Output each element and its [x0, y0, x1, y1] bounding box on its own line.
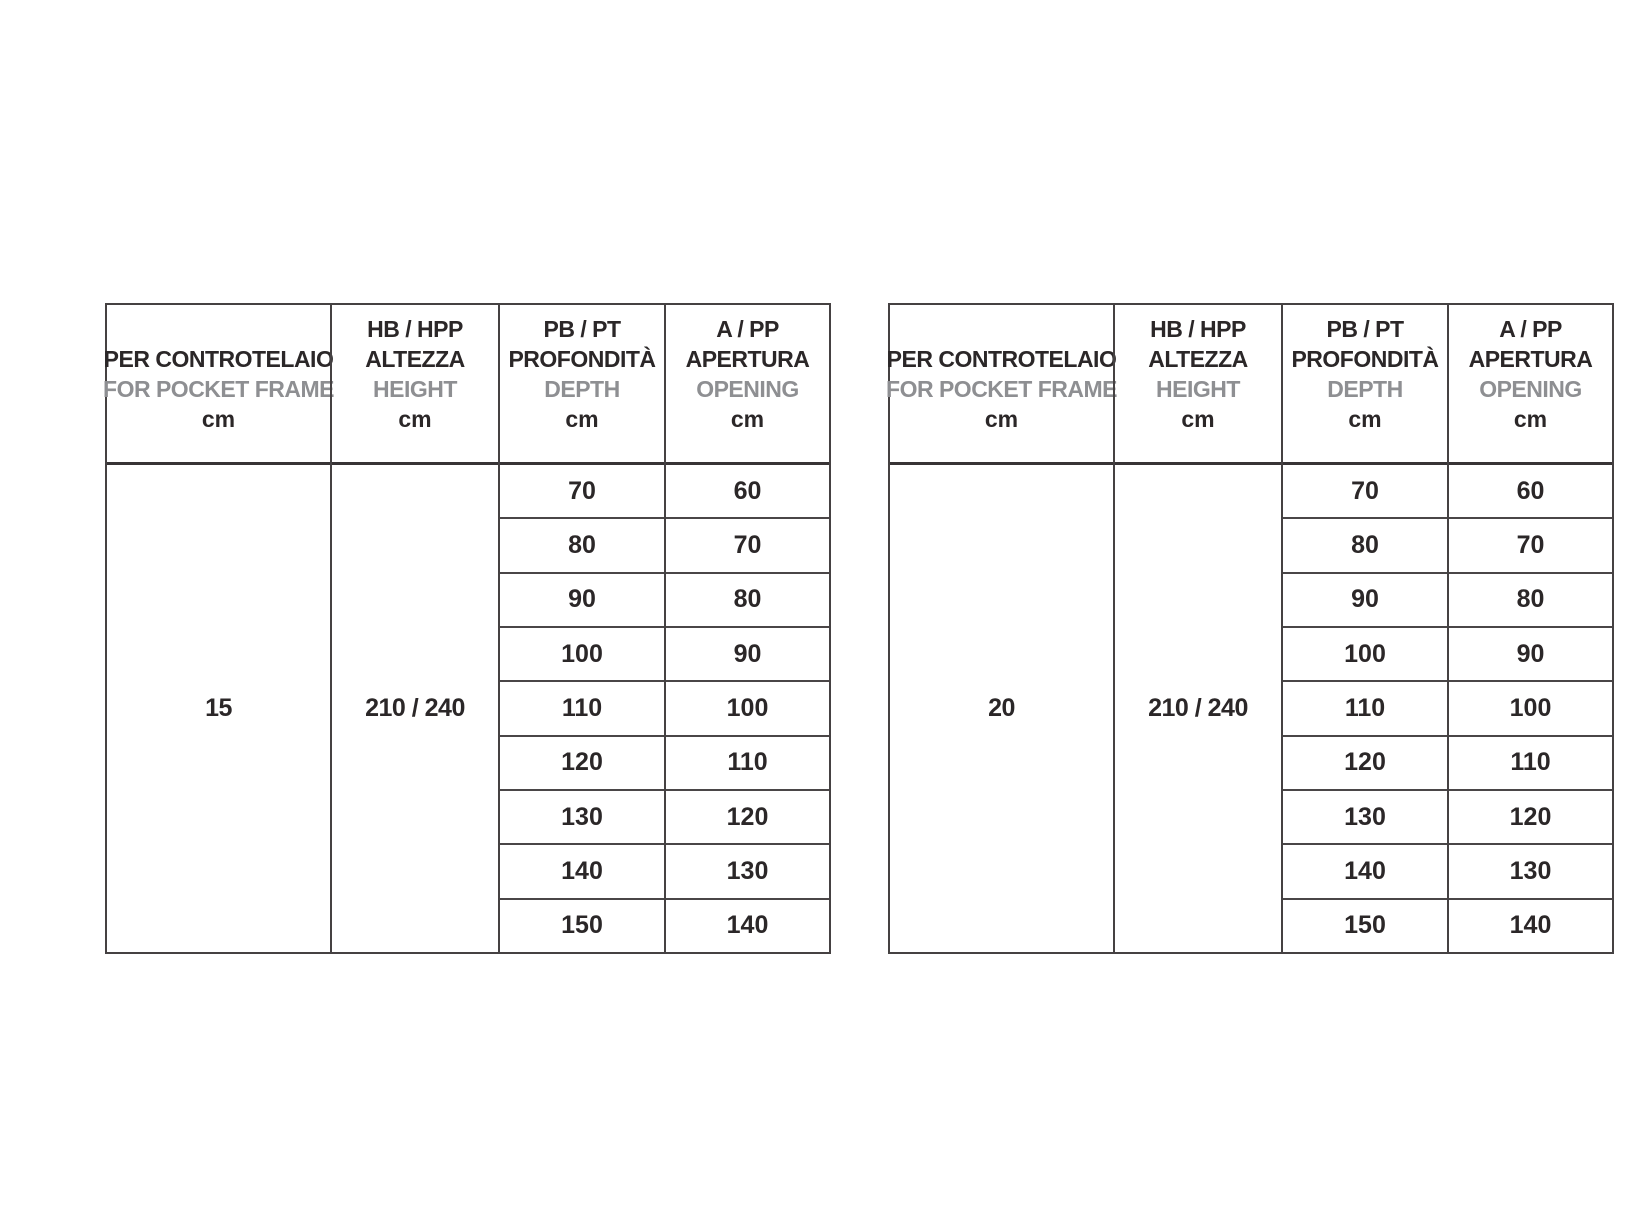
header-code: HB / HPP: [367, 316, 463, 342]
header-unit: cm: [565, 406, 599, 432]
opening-cell: 120: [1449, 789, 1612, 843]
header-unit: cm: [1513, 406, 1548, 432]
depth-cell: 150: [500, 898, 664, 952]
depth-cell: 80: [1283, 517, 1447, 571]
header-unit: cm: [1181, 406, 1215, 432]
opening-cell: 130: [666, 843, 829, 897]
header-code: A / PP: [716, 316, 779, 342]
column-depth: [498, 305, 664, 952]
depth-cell: 90: [500, 572, 664, 626]
header-title-it: APERTURA: [685, 346, 810, 372]
opening-cell: 70: [1449, 517, 1612, 571]
header-subtitle-en: DEPTH: [544, 376, 620, 402]
depth-values-column: [1283, 465, 1447, 952]
header-height: [332, 305, 498, 465]
depth-cell: 130: [1283, 789, 1447, 843]
header-subtitle-en: HEIGHT: [373, 376, 457, 402]
opening-cell: 70: [666, 517, 829, 571]
header-unit: cm: [398, 406, 432, 432]
depth-cell: 70: [1351, 476, 1379, 505]
column-pocket-frame: [103, 305, 334, 952]
height-value-cell: 210 / 240: [1148, 694, 1248, 722]
header-title-it: ALTEZZA: [1148, 346, 1248, 372]
header-opening: [1449, 305, 1612, 465]
opening-cell: 140: [666, 898, 829, 952]
column-opening: [664, 305, 829, 952]
opening-cell: 100: [666, 680, 829, 734]
header-subtitle-en: DEPTH: [1327, 376, 1403, 402]
pocket-frame-value-cell: 15: [205, 694, 232, 722]
header-title-it: APERTURA: [1468, 346, 1593, 372]
depth-cell: 100: [1283, 626, 1447, 680]
header-subtitle-en: OPENING: [1479, 376, 1582, 402]
column-height: [330, 305, 498, 952]
depth-cell: 120: [500, 735, 664, 789]
depth-values-column: [500, 465, 664, 952]
header-code: PB / PT: [1326, 316, 1404, 342]
header-height: [1115, 305, 1281, 465]
header-code: A / PP: [1499, 316, 1562, 342]
pocket-frame-table-15: [105, 303, 831, 954]
opening-cell: 130: [1449, 843, 1612, 897]
depth-cell: 80: [500, 517, 664, 571]
depth-cell: 100: [500, 626, 664, 680]
opening-cell: 120: [666, 789, 829, 843]
column-opening: [1447, 305, 1612, 952]
opening-cell: 140: [1449, 898, 1612, 952]
opening-cell: 90: [1449, 626, 1612, 680]
header-unit: cm: [201, 406, 236, 432]
opening-cell: 90: [666, 626, 829, 680]
depth-cell: 130: [500, 789, 664, 843]
column-pocket-frame: [886, 305, 1117, 952]
pocket-frame-value-cell: 20: [988, 694, 1015, 722]
header-depth: [500, 305, 664, 465]
opening-cell: 110: [666, 735, 829, 789]
header-title-it: PROFONDITÀ: [1291, 346, 1439, 372]
column-height: [1113, 305, 1281, 952]
header-title-it: PROFONDITÀ: [508, 346, 656, 372]
header-subtitle-en: FOR POCKET FRAME: [103, 376, 334, 402]
header-subtitle-en: HEIGHT: [1156, 376, 1240, 402]
depth-cell: 150: [1283, 898, 1447, 952]
header-unit: cm: [1348, 406, 1382, 432]
depth-cell: 140: [500, 843, 664, 897]
header-title-it: PER CONTROTELAIO: [103, 346, 334, 372]
height-value-cell: 210 / 240: [365, 694, 465, 722]
depth-cell: 140: [1283, 843, 1447, 897]
header-opening: [666, 305, 829, 465]
header-subtitle-en: FOR POCKET FRAME: [886, 376, 1117, 402]
opening-cell: 80: [666, 572, 829, 626]
depth-cell: 110: [500, 680, 664, 734]
header-pocket-frame: [103, 305, 334, 465]
opening-values-column: [666, 465, 829, 952]
depth-cell: 70: [568, 476, 596, 505]
column-depth: [1281, 305, 1447, 952]
opening-cell: 80: [1449, 572, 1612, 626]
size-tables-container: [105, 303, 1614, 954]
depth-cell: 90: [1283, 572, 1447, 626]
header-unit: cm: [730, 406, 765, 432]
header-subtitle-en: OPENING: [696, 376, 799, 402]
header-title-it: ALTEZZA: [365, 346, 465, 372]
pocket-frame-table-20: [888, 303, 1614, 954]
header-depth: [1283, 305, 1447, 465]
opening-cell: 100: [1449, 680, 1612, 734]
header-code: PB / PT: [543, 316, 621, 342]
opening-values-column: [1449, 465, 1612, 952]
header-unit: cm: [984, 406, 1019, 432]
opening-cell: 60: [1516, 476, 1545, 505]
depth-cell: 110: [1283, 680, 1447, 734]
depth-cell: 120: [1283, 735, 1447, 789]
opening-cell: 60: [733, 476, 762, 505]
header-code: HB / HPP: [1150, 316, 1246, 342]
header-title-it: PER CONTROTELAIO: [886, 346, 1117, 372]
header-pocket-frame: [886, 305, 1117, 465]
opening-cell: 110: [1449, 735, 1612, 789]
